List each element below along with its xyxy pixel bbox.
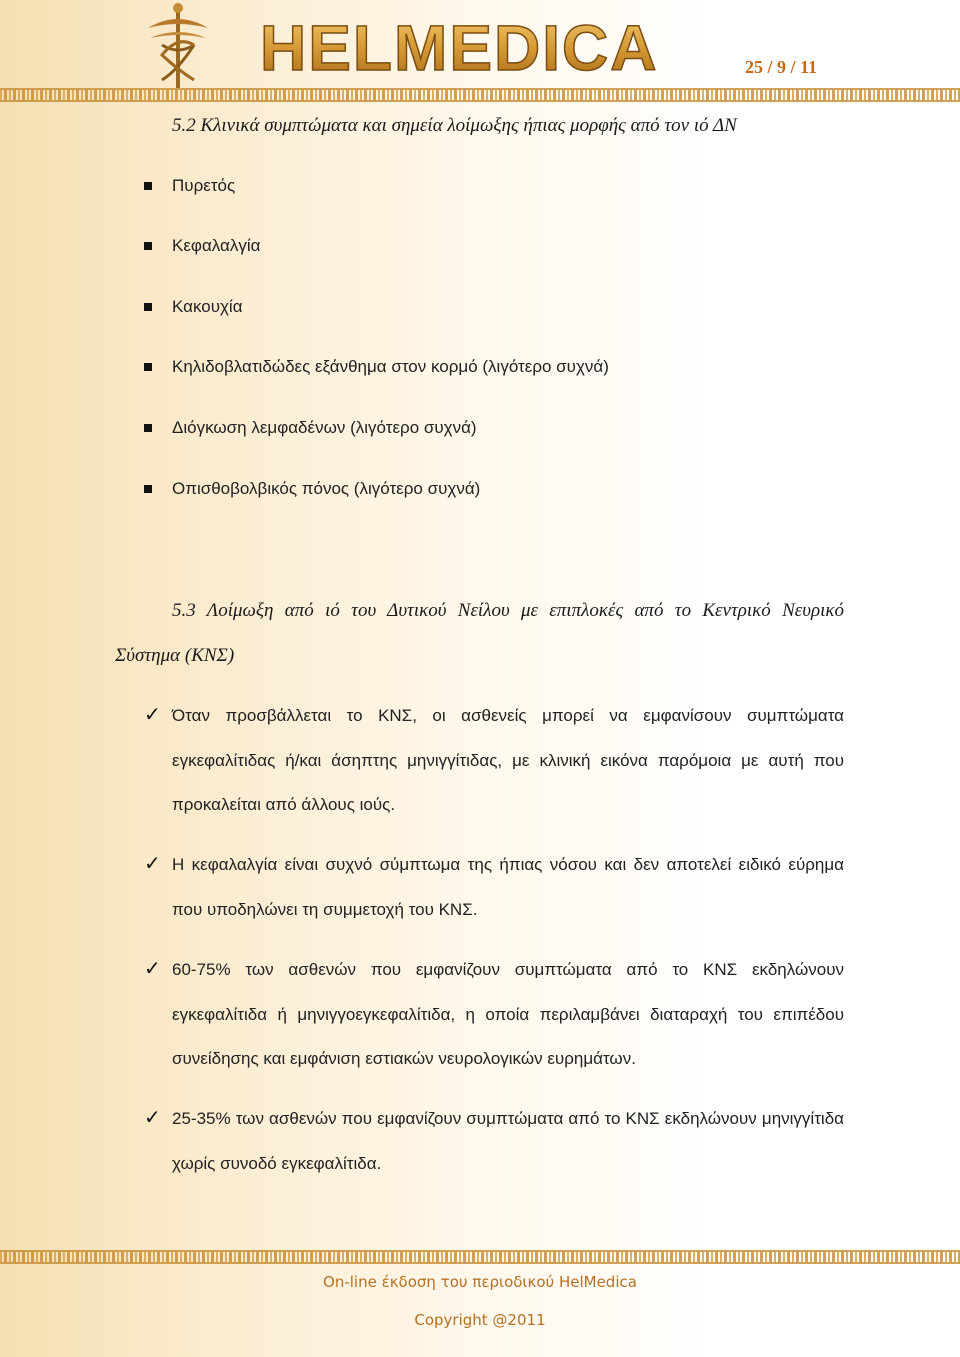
footer-copyright: Copyright @2011 <box>414 1311 546 1329</box>
section-heading-5-3-line2: Σύστημα (ΚΝΣ) <box>115 645 235 666</box>
logo-text: HELMEDICA <box>260 12 659 84</box>
paragraph-item: 60-75% των ασθενών που εμφανίζουν συμπτώματα από το ΚΝΣ εκδηλώνουν εγκεφαλίτιδα ή μηνιγγοεγκεφαλίτιδα, η οποία περιλαμβάνει διαταραχή του επιπέδου συνείδησης και εμφάνιση εστιακών νευρολογικών ευρημάτων. <box>172 960 844 1069</box>
symptom-item: Κακουχία <box>172 297 243 316</box>
caduceus-icon <box>148 3 208 88</box>
bottom-ornamental-border <box>0 1250 960 1264</box>
symptom-item: Πυρετός <box>172 176 236 195</box>
top-ornamental-border <box>0 88 960 102</box>
issue-date: 25 / 9 / 11 <box>745 57 818 77</box>
symptom-item: Διόγκωση λεμφαδένων (λιγότερο συχνά) <box>172 418 477 437</box>
square-bullet-icon <box>144 363 152 371</box>
paragraph-item: 25-35% των ασθενών που εμφανίζουν συμπτώματα από το ΚΝΣ εκδηλώνουν μηνιγγίτιδα χωρίς συνοδό εγκεφαλίτιδα. <box>172 1109 844 1173</box>
square-bullet-icon <box>144 485 152 493</box>
checkmark-icon: ✓ <box>144 851 161 875</box>
checkmark-icon: ✓ <box>144 956 161 980</box>
square-bullet-icon <box>144 303 152 311</box>
section-heading-5-3-line1: 5.3 Λοίμωξη από ιό του Δυτικού Νείλου με επιπλοκές από το Κεντρικό Νευρικό <box>172 600 844 621</box>
paragraph-item: Η κεφαλαλγία είναι συχνό σύμπτωμα της ήπιας νόσου και δεν αποτελεί ειδικό εύρημα που υποδηλώνει τη συμμετοχή του ΚΝΣ. <box>172 855 844 919</box>
checkmark-icon: ✓ <box>144 702 161 726</box>
symptom-item: Οπισθοβολβικός πόνος (λιγότερο συχνά) <box>172 479 481 498</box>
symptom-item: Κεφαλαλγία <box>172 236 261 255</box>
helmedica-logo <box>140 0 740 92</box>
square-bullet-icon <box>144 182 152 190</box>
footer-publication: On-line έκδοση του περιοδικού HelMedica <box>323 1273 637 1291</box>
paragraph-item: Όταν προσβάλλεται το ΚΝΣ, οι ασθενείς μπορεί να εμφανίσουν συμπτώματα εγκεφαλίτιδας ή/και άσηπτης μηνιγγίτιδας, με κλινική εικόνα παρόμοια με αυτή που προκαλείται από άλλους ιούς. <box>172 706 844 815</box>
checkmark-icon: ✓ <box>144 1105 161 1129</box>
symptom-item: Κηλιδοβλατιδώδες εξάνθημα στον κορμό (λιγότερο συχνά) <box>172 357 609 376</box>
section-heading-5-2: 5.2 Κλινικά συμπτώματα και σημεία λοίμωξης ήπιας μορφής από τον ιό ΔΝ <box>172 115 737 136</box>
square-bullet-icon <box>144 424 152 432</box>
square-bullet-icon <box>144 242 152 250</box>
